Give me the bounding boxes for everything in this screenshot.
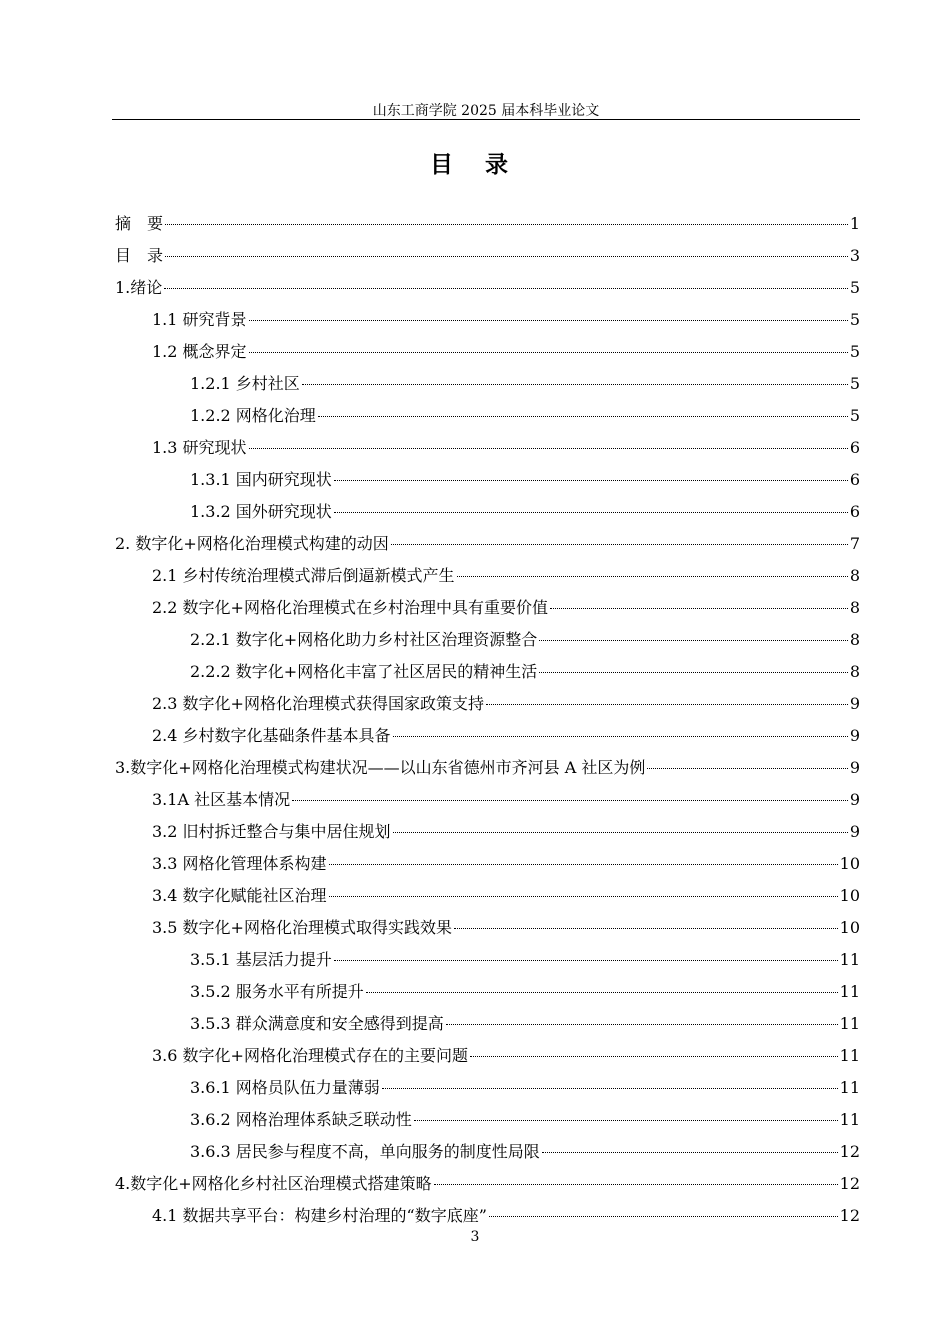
toc-entry-title: 4.数字化+网格化乡村社区治理模式搭建策略 [115, 1174, 432, 1193]
toc-entry[interactable] [115, 912, 860, 944]
toc-entry-title: 3.数字化+网格化治理模式构建状况——以山东省德州市齐河县 A 社区为例 [115, 758, 646, 777]
dot-leader [334, 511, 848, 513]
toc-entry-title: 2.3 数字化+网格化治理模式获得国家政策支持 [152, 694, 484, 713]
toc-entry-page: 10 [839, 854, 860, 873]
dot-leader [550, 607, 848, 609]
dot-leader [382, 1087, 838, 1089]
toc-entry[interactable] [115, 976, 860, 1008]
toc-entry-page: 6 [849, 438, 860, 457]
toc-entry-title: 2.2 数字化+网格化治理模式在乡村治理中具有重要价值 [152, 598, 548, 617]
toc-entry[interactable] [115, 1104, 860, 1136]
toc-entry[interactable] [115, 1072, 860, 1104]
dot-leader [164, 287, 848, 289]
toc-entry[interactable] [115, 1040, 860, 1072]
dot-leader [249, 447, 848, 449]
toc-entry[interactable] [115, 208, 860, 240]
toc-entry-title: 1.绪论 [115, 278, 163, 297]
toc-entry-title: 1.3.1 国内研究现状 [190, 470, 332, 489]
toc-entry[interactable] [115, 592, 860, 624]
table-of-contents [115, 208, 860, 1232]
toc-entry-page: 9 [849, 694, 860, 713]
dot-leader [329, 863, 838, 865]
toc-entry-page: 8 [849, 598, 860, 617]
toc-entry-title: 3.6 数字化+网格化治理模式存在的主要问题 [152, 1046, 468, 1065]
toc-entry-title: 1.3 研究现状 [152, 438, 247, 457]
toc-entry-page: 8 [849, 566, 860, 585]
toc-entry[interactable] [115, 656, 860, 688]
toc-entry-title: 3.3 网格化管理体系构建 [152, 854, 327, 873]
dot-leader [366, 991, 838, 993]
toc-entry-page: 11 [839, 1046, 860, 1065]
dot-leader [165, 255, 848, 257]
toc-entry[interactable] [115, 1200, 860, 1232]
dot-leader [334, 479, 848, 481]
toc-entry-title: 2.2.2 数字化+网格化丰富了社区居民的精神生活 [190, 662, 538, 681]
toc-entry-page: 11 [839, 982, 860, 1001]
toc-entry-page: 11 [839, 1014, 860, 1033]
toc-entry-page: 9 [849, 790, 860, 809]
toc-entry-page: 10 [839, 886, 860, 905]
toc-entry[interactable] [115, 848, 860, 880]
toc-entry-page: 6 [849, 470, 860, 489]
toc-entry-page: 6 [849, 502, 860, 521]
toc-entry-title: 3.5.2 服务水平有所提升 [190, 982, 364, 1001]
toc-entry-page: 12 [839, 1206, 860, 1225]
toc-entry[interactable] [115, 336, 860, 368]
dot-leader [329, 895, 838, 897]
page-number: 3 [470, 1229, 480, 1245]
toc-entry-page: 11 [839, 1110, 860, 1129]
toc-entry[interactable] [115, 624, 860, 656]
dot-leader [302, 383, 848, 385]
toc-entry-title: 3.5.3 群众满意度和安全感得到提高 [190, 1014, 444, 1033]
toc-entry-title: 2.4 乡村数字化基础条件基本具备 [152, 726, 391, 745]
toc-entry[interactable] [115, 880, 860, 912]
toc-entry-page: 9 [849, 822, 860, 841]
toc-entry[interactable] [115, 688, 860, 720]
toc-entry-page: 1 [849, 214, 860, 233]
dot-leader [457, 575, 848, 577]
toc-entry[interactable] [115, 368, 860, 400]
toc-entry[interactable] [115, 496, 860, 528]
toc-entry[interactable] [115, 1008, 860, 1040]
toc-entry-page: 11 [839, 1078, 860, 1097]
toc-entry-page: 5 [849, 342, 860, 361]
toc-entry[interactable] [115, 432, 860, 464]
toc-entry-title: 3.6.1 网格员队伍力量薄弱 [190, 1078, 380, 1097]
toc-entry-title: 1.1 研究背景 [152, 310, 247, 329]
toc-entry-title: 3.6.3 居民参与程度不高，单向服务的制度性局限 [190, 1142, 540, 1161]
toc-entry-title: 2.1 乡村传统治理模式滞后倒逼新模式产生 [152, 566, 455, 585]
toc-entry-title: 1.3.2 国外研究现状 [190, 502, 332, 521]
toc-entry[interactable] [115, 560, 860, 592]
dot-leader [414, 1119, 838, 1121]
dot-leader [539, 671, 848, 673]
toc-entry-page: 12 [839, 1142, 860, 1161]
toc-entry-title: 1.2 概念界定 [152, 342, 247, 361]
toc-entry[interactable] [115, 304, 860, 336]
toc-entry-page: 5 [849, 406, 860, 425]
toc-entry-page: 8 [849, 630, 860, 649]
toc-entry-title: 2. 数字化+网格化治理模式构建的动因 [115, 534, 389, 553]
dot-leader [486, 703, 848, 705]
toc-entry-page: 3 [849, 246, 860, 265]
toc-entry-page: 9 [849, 758, 860, 777]
running-header: 山东工商学院 2025 届本科毕业论文 [372, 103, 600, 119]
toc-entry-title: 1.2.2 网格化治理 [190, 406, 316, 425]
toc-entry-title: 3.1A 社区基本情况 [152, 790, 291, 809]
dot-leader [470, 1055, 838, 1057]
dot-leader [292, 799, 848, 801]
toc-entry-title: 4.1 数据共享平台：构建乡村治理的“数字底座” [152, 1206, 487, 1225]
toc-entry[interactable] [115, 464, 860, 496]
toc-entry[interactable] [115, 272, 860, 304]
toc-entry-title: 3.4 数字化赋能社区治理 [152, 886, 327, 905]
dot-leader [249, 319, 848, 321]
dot-leader [249, 351, 848, 353]
toc-entry-page: 12 [839, 1174, 860, 1193]
toc-entry-page: 10 [839, 918, 860, 937]
dot-leader [391, 543, 848, 545]
toc-entry-page: 7 [849, 534, 860, 553]
dot-leader [165, 223, 848, 225]
dot-leader [542, 1151, 838, 1153]
header-rule [112, 119, 860, 120]
toc-entry-title: 3.6.2 网格治理体系缺乏联动性 [190, 1110, 412, 1129]
toc-entry-page: 5 [849, 310, 860, 329]
toc-entry[interactable] [115, 784, 860, 816]
toc-entry[interactable] [115, 752, 860, 784]
dot-leader [647, 767, 847, 769]
toc-entry[interactable] [115, 528, 860, 560]
toc-entry-page: 8 [849, 662, 860, 681]
dot-leader [393, 831, 848, 833]
toc-entry-title: 目 录 [115, 246, 164, 265]
dot-leader [318, 415, 848, 417]
toc-entry[interactable] [115, 1168, 860, 1200]
toc-entry[interactable] [115, 400, 860, 432]
toc-entry[interactable] [115, 1136, 860, 1168]
toc-entry-title: 摘 要 [115, 214, 164, 233]
dot-leader [334, 959, 838, 961]
toc-entry[interactable] [115, 720, 860, 752]
dot-leader [539, 639, 848, 641]
toc-entry[interactable] [115, 944, 860, 976]
toc-entry-title: 3.5.1 基层活力提升 [190, 950, 332, 969]
toc-entry-page: 5 [849, 374, 860, 393]
dot-leader [434, 1183, 838, 1185]
toc-entry-page: 9 [849, 726, 860, 745]
toc-entry[interactable] [115, 816, 860, 848]
toc-entry-title: 1.2.1 乡村社区 [190, 374, 300, 393]
dot-leader [446, 1023, 838, 1025]
toc-entry-page: 5 [849, 278, 860, 297]
dot-leader [454, 927, 838, 929]
toc-entry-title: 2.2.1 数字化+网格化助力乡村社区治理资源整合 [190, 630, 538, 649]
toc-entry-title: 3.2 旧村拆迁整合与集中居住规划 [152, 822, 391, 841]
toc-entry-title: 3.5 数字化+网格化治理模式取得实践效果 [152, 918, 452, 937]
toc-entry[interactable] [115, 240, 860, 272]
page-title: 目 录 [429, 152, 520, 178]
dot-leader [489, 1215, 838, 1217]
dot-leader [393, 735, 848, 737]
toc-entry-page: 11 [839, 950, 860, 969]
